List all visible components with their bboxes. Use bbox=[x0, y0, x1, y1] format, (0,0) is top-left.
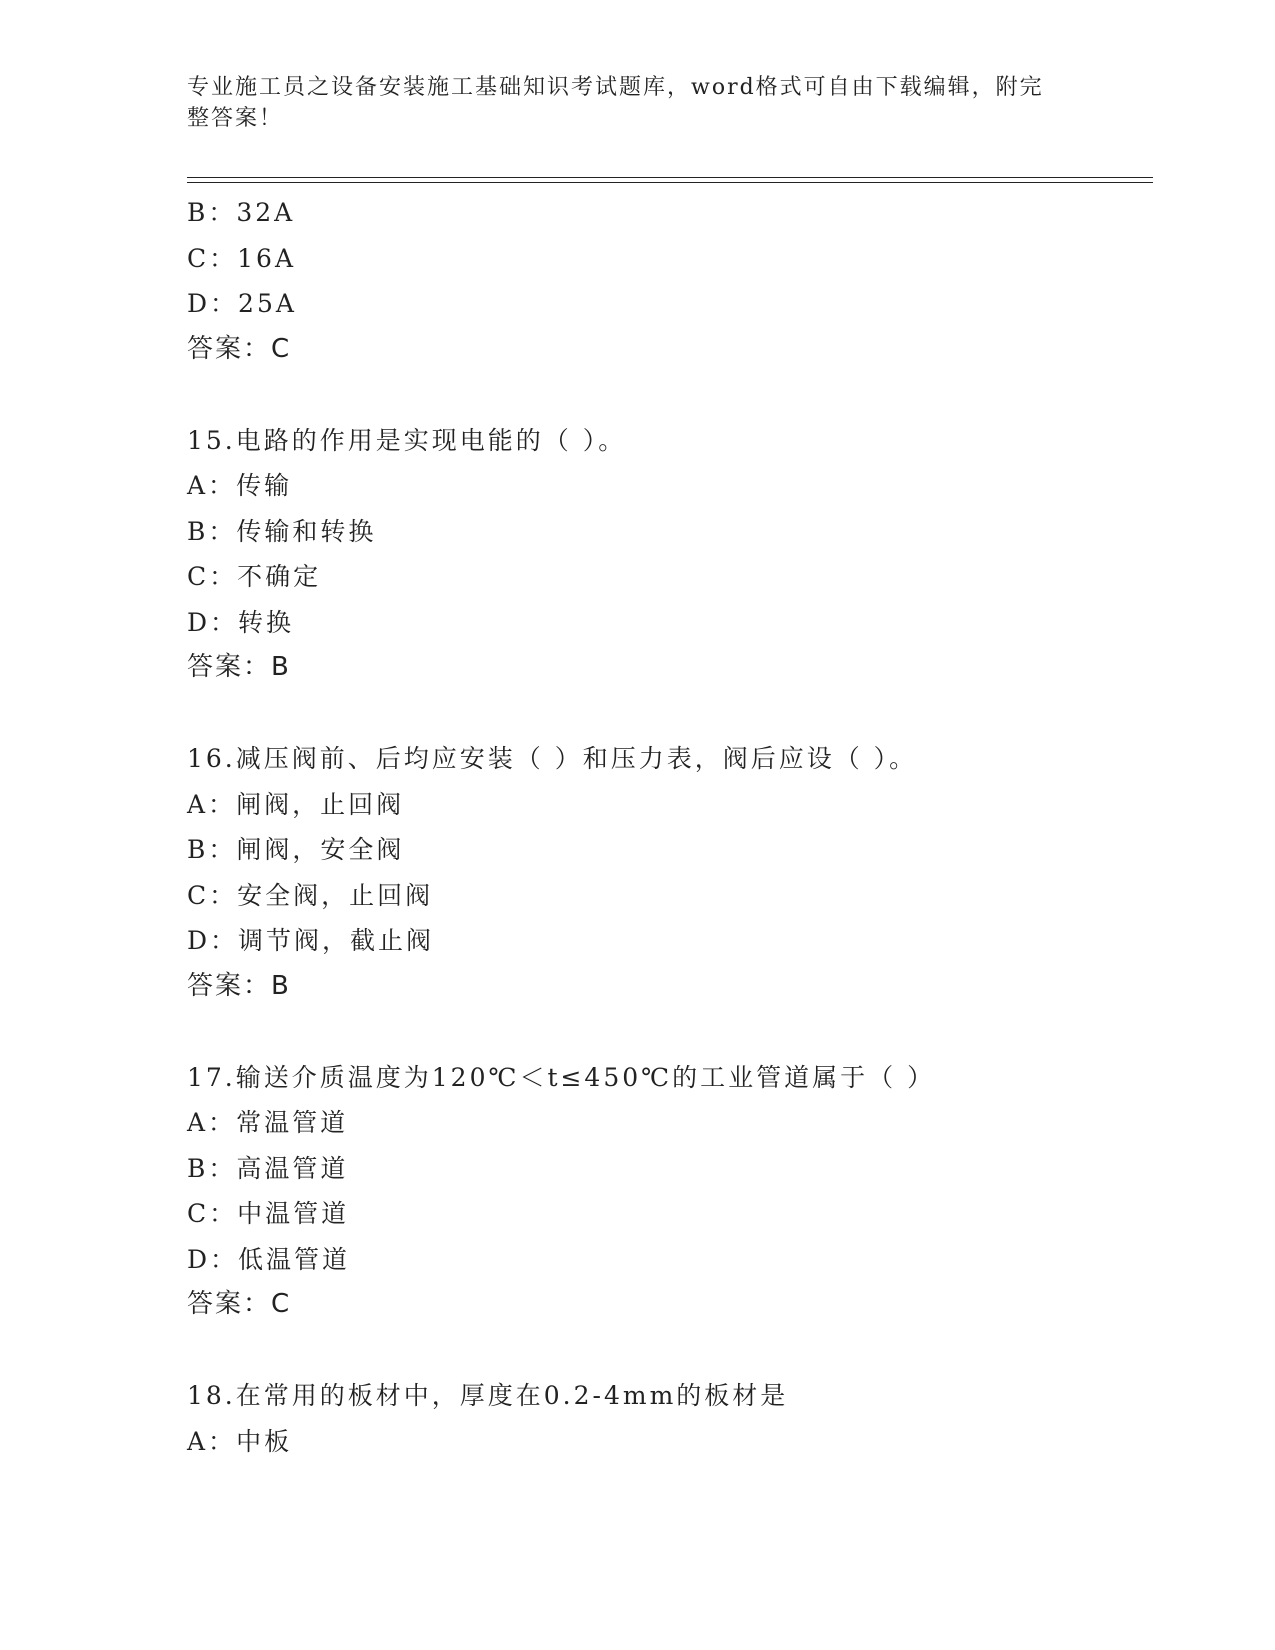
answer-line: 答案：B bbox=[187, 652, 291, 682]
header-divider-top bbox=[187, 177, 1153, 178]
option-b: B：高温管道 bbox=[187, 1153, 349, 1183]
option-b: B：32A bbox=[187, 198, 296, 227]
header-divider-bottom bbox=[187, 182, 1153, 183]
question-block-17 bbox=[187, 1055, 1153, 1328]
question-text: 18.在常用的板材中，厚度在0.2-4mm的板材是 bbox=[187, 1381, 789, 1410]
answer-line: 答案：B bbox=[187, 970, 291, 1001]
question-text: 16.减压阀前、后均应安装（ ）和压力表，阀后应设（ ）。 bbox=[187, 744, 918, 773]
question-text: 17.输送介质温度为120℃＜t≤450℃的工业管道属于（ ） bbox=[187, 1062, 936, 1092]
option-a: A：中板 bbox=[187, 1426, 293, 1456]
question-text: 15.电路的作用是实现电能的（ ）。 bbox=[187, 425, 627, 455]
option-d: D：25A bbox=[187, 289, 297, 318]
option-d: D：转换 bbox=[187, 607, 295, 637]
option-a: A：传输 bbox=[187, 471, 293, 500]
spacer bbox=[187, 691, 1153, 737]
option-a: A：闸阀，止回阀 bbox=[187, 789, 405, 819]
question-block-15 bbox=[187, 418, 1153, 691]
question-block-14 bbox=[187, 190, 1153, 372]
option-c: C：中温管道 bbox=[187, 1199, 350, 1228]
option-b: B：传输和转换 bbox=[187, 516, 377, 546]
option-c: C：安全阀，止回阀 bbox=[187, 880, 434, 910]
header-line-2: 整答案！ bbox=[187, 106, 284, 131]
answer-line: 答案：C bbox=[187, 333, 292, 364]
spacer bbox=[187, 1328, 1153, 1374]
header-line-1: 专业施工员之设备安装施工基础知识考试题库，word格式可自由下载编辑，附完 bbox=[187, 75, 1044, 100]
spacer bbox=[187, 372, 1153, 418]
option-b: B：闸阀，安全阀 bbox=[187, 835, 405, 864]
question-block-16 bbox=[187, 736, 1153, 1009]
question-block-18 bbox=[187, 1373, 1153, 1464]
option-c: C：不确定 bbox=[187, 562, 322, 591]
option-c: C：16A bbox=[187, 243, 297, 273]
question-list bbox=[187, 190, 1153, 1464]
option-d: D：调节阀，截止阀 bbox=[187, 926, 435, 955]
spacer bbox=[187, 1009, 1153, 1055]
document-header bbox=[187, 72, 1067, 134]
option-d: D：低温管道 bbox=[187, 1244, 351, 1274]
answer-line: 答案：C bbox=[187, 1289, 292, 1319]
option-a: A：常温管道 bbox=[187, 1108, 349, 1137]
